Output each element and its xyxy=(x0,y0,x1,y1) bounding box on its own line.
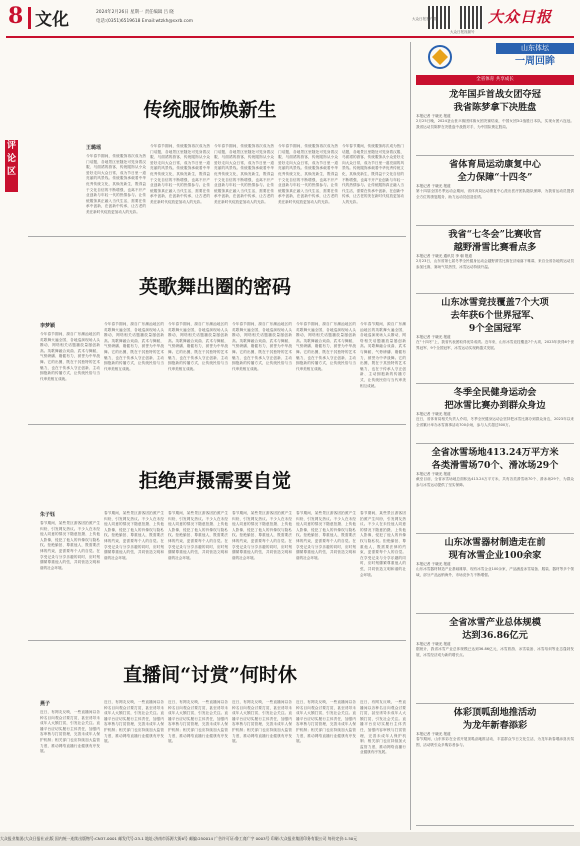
article-4-author: 燕子 xyxy=(40,701,51,707)
sports-news-body: 春节期间，山东体彩在全省开展顶呱刮地推活动，丰富群众节日文化生活，为龙年新春增添喜庆氛围，活动吸引众多购彩者参与。 xyxy=(416,737,574,747)
sports-news-title[interactable]: 山东冰雪竞技覆盖7个大项 去年获6个世界冠军、 9个全国冠军 xyxy=(441,297,549,334)
item-divider xyxy=(416,443,574,444)
sports-news-title[interactable]: 冬季全民健身运动会 把冰雪比赛办到群众身边 xyxy=(444,387,546,411)
article-3-body-col6: 春节期间，某些景区游客因拍照产生纠纷，引发网友热议。不少人在未经他人同意的情况下随意拍摄、上传他人影像，侵犯了他人的肖像权与隐私权。拒绝偷拍、尊重他人，既需要法律的约束，更需要每个人的自觉。在享受记录与分享乐趣的同时，应时刻绷紧尊重他人的弦，共同营造文明和谐的社会环境。 xyxy=(360,511,406,577)
article-2-body: 今年春节期间，源自广东潮汕地区的英歌舞火遍全国，各地巡演现场人头攒动，网络相关话题播放量屡创新高。英歌舞融合戏曲、武术与舞蹈，气势磅礴、刚健有力，被誉为中华战舞。它的出圈，既在于其独特的艺术魅力，也在于传承人守正创新、主动拥抱新的传播方式，让传统民俗与当代审美相互成就。 xyxy=(40,332,100,381)
header-rule xyxy=(6,36,574,38)
header-meta-line1: 2024年2月26日 星期一 责任编辑 吕 晓 xyxy=(96,10,174,15)
qr-code-icon[interactable] xyxy=(460,6,483,29)
sports-news-byline: 本报记者 于晓光 报道 xyxy=(416,184,451,188)
qr1-caption: 大众日报客户端 xyxy=(412,17,437,21)
article-3-body-col5: 春节期间，某些景区游客因拍照产生纠纷，引发网友热议。不少人在未经他人同意的情况下随意拍摄、上传他人影像，侵犯了他人的肖像权与隐私权。拒绝偷拍、尊重他人，既需要法律的约束，更需要每个人的自觉。在享受记录与分享乐趣的同时，应时刻绷紧尊重他人的弦，共同营造文明和谐的社会环境。 xyxy=(296,511,356,560)
article-4-body-col6: 近日，有网友反映，一些直播间以各种名目向观众讨要打赏，甚至诱导未成年人大额打赏，引发社会关注。直播平台应切实履行主体责任，加强内容审核与打赏管理，完善未成年人保护机制；相关部门也应持续加大监管力度，推动网络直播行业健康有序发展。 xyxy=(360,700,406,755)
sports-news-title[interactable]: 体彩顶呱刮地推活动 为龙年新春添彩 xyxy=(453,707,537,731)
page-header xyxy=(0,0,580,40)
sports-news-byline: 本报记者 于晓光 报道 xyxy=(416,562,451,566)
sports-news-body: 第十四届全国冬季运动会期间，省体育局运动康复中心派出医疗团队随队保障，为我省运动员提供全方位的康复服务，助力运动员创造佳绩。 xyxy=(416,189,574,199)
article-4-body-col2: 近日，有网友反映，一些直播间以各种名目向观众讨要打赏，甚至诱导未成年人大额打赏，引发社会关注。直播平台应切实履行主体责任，加强内容审核与打赏管理，完善未成年人保护机制；相关部门也应持续加大监管力度，推动网络直播行业健康有序发展。 xyxy=(104,700,164,744)
page-footer: 大众报业集团(大众日报社)出版 国内统一连续出版物号:CN37-0001 邮发代号:23-1 地址:济南市泺源大街6号 邮编:250014 广告许可证:鲁工商广字 0003号 印刷:大众报业集团印务有限公司 每份定价:1.50元 xyxy=(0,832,580,846)
article-1-body-col5: 今年春节期间，传统服饰再次成为热门话题，各地景区里随处可见身着汉服、马面裙的游客，传统服饰从小众爱好走向大众日常，成为节日里一道亮丽的风景线。传统服饰承载着中华优秀传统文化，其焕发新生，既得益于文化自信的不断增强，也离不开产业创新与年轻一代的热情参与。让传统服饰真正融入当代生活，需要在传承中创新，在创新中传承，让古老的美在新时代绽放更加动人的光彩。 xyxy=(342,144,404,204)
article-3-body: 春节期间，某些景区游客因拍照产生纠纷，引发网友热议。不少人在未经他人同意的情况下随意拍摄、上传他人影像，侵犯了他人的肖像权与隐私权。拒绝偷拍、尊重他人，既需要法律的约束，更需要每个人的自觉。在享受记录与分享乐趣的同时，应时刻绷紧尊重他人的弦，共同营造文明和谐的社会环境。 xyxy=(40,521,100,570)
section-title: 文化 xyxy=(35,10,69,30)
sports-news-byline: 本报记者 于晓光 报道 xyxy=(416,472,451,476)
item-divider xyxy=(416,613,574,614)
article-1-body-col2: 今年春节期间，传统服饰再次成为热门话题，各地景区里随处可见身着汉服、马面裙的游客，传统服饰从小众爱好走向大众日常，成为节日里一道亮丽的风景线。传统服饰承载着中华优秀传统文化，其焕发新生，既得益于文化自信的不断增强，也离不开产业创新与年轻一代的热情参与。让传统服饰真正融入当代生活，需要在传承中创新，在创新中传承，让古老的美在新时代绽放更加动人的光彩。 xyxy=(150,144,210,204)
sports-news-byline: 本报记者 于晓光 报道 xyxy=(416,114,451,118)
sports-news-item[interactable] xyxy=(416,158,574,226)
sports-news-byline: 本报记者 于晓光 通讯员 李 朝 报道 xyxy=(416,254,473,258)
sports-news-title[interactable]: 龙年国乒首战女团夺冠 我省陈梦拿下决胜盘 xyxy=(449,89,541,113)
sports-news-body: 山东冰雪器材制造产业基础雄厚，现有冰雪企业100余家，产品涵盖冰雪装备、服装、器材等多个领域，部分产品远销海外，市场竞争力不断增强。 xyxy=(416,567,574,577)
sports-badge xyxy=(416,42,574,72)
page-number-bar xyxy=(28,7,31,29)
item-divider xyxy=(416,383,574,384)
sports-news-title[interactable]: 全省冰雪产业总体规模 达到36.86亿元 xyxy=(449,617,541,641)
item-divider xyxy=(416,533,574,534)
article-1-body-col3: 今年春节期间，传统服饰再次成为热门话题，各地景区里随处可见身着汉服、马面裙的游客，传统服饰从小众爱好走向大众日常，成为节日里一道亮丽的风景线。传统服饰承载着中华优秀传统文化，其焕发新生，既得益于文化自信的不断增强，也离不开产业创新与年轻一代的热情参与。让传统服饰真正融入当代生活，需要在传承中创新，在创新中传承，让古老的美在新时代绽放更加动人的光彩。 xyxy=(214,144,274,204)
item-divider xyxy=(416,825,574,826)
sports-news-byline: 本报记者 于晓光 报道 xyxy=(416,642,451,646)
article-4-body-col4: 近日，有网友反映，一些直播间以各种名目向观众讨要打赏，甚至诱导未成年人大额打赏，引发社会关注。直播平台应切实履行主体责任，加强内容审核与打赏管理，完善未成年人保护机制；相关部门也应持续加大监管力度，推动网络直播行业健康有序发展。 xyxy=(232,700,292,744)
article-2-body-col6: 今年春节期间，源自广东潮汕地区的英歌舞火遍全国，各地巡演现场人头攒动，网络相关话题播放量屡创新高。英歌舞融合戏曲、武术与舞蹈，气势磅礴、刚健有力，被誉为中华战舞。它的出圈，既在于其独特的艺术魅力，也在于传承人守正创新、主动拥抱新的传播方式，让传统民俗与当代审美相互成就。 xyxy=(360,322,406,388)
sports-news-item[interactable] xyxy=(416,228,574,294)
badge-caption: 全省体育 共享成长 xyxy=(416,75,574,85)
sports-news-title[interactable]: 我省“七冬会”比赛收官 越野滑雪比赛看点多 xyxy=(448,229,542,253)
article-divider xyxy=(28,236,406,237)
sports-news-body: 2月23日，山东省第七届冬季全民健身运动会越野滑雪比赛在济南落下帷幕，来自全省各地的运动员参加比赛，赛场气氛热烈，冰雪运动持续升温。 xyxy=(416,259,574,269)
sports-news-title[interactable]: 全省冰雪场地413.24万平方米 各类滑雪场70个、滑冰场29个 xyxy=(431,447,559,471)
page-number: 8 xyxy=(8,3,24,29)
sports-news-item[interactable] xyxy=(416,88,574,156)
sports-news-body: 据统计，我省冰雪产业总体规模已达到36.86亿元，冰雪旅游、冰雪装备、冰雪培训等业态蓬勃发展，冰雪经济成为新的增长点。 xyxy=(416,647,574,657)
side-tab: 评论区 xyxy=(5,140,18,192)
article-1-body: 今年春节期间，传统服饰再次成为热门话题，各地景区里随处可见身着汉服、马面裙的游客，传统服饰从小众爱好走向大众日常，成为节日里一道亮丽的风景线。传统服饰承载着中华优秀传统文化，其焕发新生，既得益于文化自信的不断增强，也离不开产业创新与年轻一代的热情参与。让传统服饰真正融入当代生活，需要在传承中创新，在创新中传承，让古老的美在新时代绽放更加动人的光彩。 xyxy=(86,154,146,214)
badge-line2: 一周回眸 xyxy=(515,56,555,67)
article-3-author: 朱子钰 xyxy=(40,512,56,518)
article-1-title[interactable]: 传统服饰焕新生 xyxy=(143,99,277,121)
sports-news-byline: 本报记者 于晓光 报道 xyxy=(416,732,451,736)
sports-news-body: 2月25日晚，2024釜山世乒赛团体赛女团决赛结束，中国女团3:2战胜日本队，实现女团六连冠。我省运动员陈梦在决胜盘中战胜对手，为中国队锁定胜局。 xyxy=(416,119,574,129)
article-1-body-col4: 今年春节期间，传统服饰再次成为热门话题，各地景区里随处可见身着汉服、马面裙的游客，传统服饰从小众爱好走向大众日常，成为节日里一道亮丽的风景线。传统服饰承载着中华优秀传统文化，其焕发新生，既得益于文化自信的不断增强，也离不开产业创新与年轻一代的热情参与。让传统服饰真正融入当代生活，需要在传承中创新，在创新中传承，让古老的美在新时代绽放更加动人的光彩。 xyxy=(278,144,338,204)
item-divider xyxy=(416,293,574,294)
sports-news-byline: 本报记者 于晓光 报道 xyxy=(416,412,451,416)
item-divider xyxy=(416,225,574,226)
sports-news-item[interactable] xyxy=(416,296,574,384)
sports-news-item[interactable] xyxy=(416,386,574,444)
column-divider xyxy=(410,42,411,830)
sports-news-body: 在“十四冬”上，我省代表团取得优异成绩。近年来，山东冰雪竞技覆盖7个大项，2023年获得6个世界冠军、9个全国冠军，冰雪运动实现跨越式发展。 xyxy=(416,340,574,350)
article-4-body-col5: 近日，有网友反映，一些直播间以各种名目向观众讨要打赏，甚至诱导未成年人大额打赏，引发社会关注。直播平台应切实履行主体责任，加强内容审核与打赏管理，完善未成年人保护机制；相关部门也应持续加大监管力度，推动网络直播行业健康有序发展。 xyxy=(296,700,356,744)
article-2-title[interactable]: 英歌舞出圈的密码 xyxy=(138,276,291,298)
item-divider xyxy=(416,703,574,704)
article-3-title[interactable]: 拒绝声摄需要自觉 xyxy=(138,470,291,492)
item-divider xyxy=(416,155,574,156)
article-3-body-col4: 春节期间，某些景区游客因拍照产生纠纷，引发网友热议。不少人在未经他人同意的情况下随意拍摄、上传他人影像，侵犯了他人的肖像权与隐私权。拒绝偷拍、尊重他人，既需要法律的约束，更需要每个人的自觉。在享受记录与分享乐趣的同时，应时刻绷紧尊重他人的弦，共同营造文明和谐的社会环境。 xyxy=(232,511,292,560)
sports-news-title[interactable]: 山东冰雪器材制造走在前 现有冰雪企业100余家 xyxy=(444,537,546,561)
sports-news-item[interactable] xyxy=(416,536,574,614)
article-2-body-col2: 今年春节期间，源自广东潮汕地区的英歌舞火遍全国，各地巡演现场人头攒动，网络相关话题播放量屡创新高。英歌舞融合戏曲、武术与舞蹈，气势磅礴、刚健有力，被誉为中华战舞。它的出圈，既在于其独特的艺术魅力，也在于传承人守正创新、主动拥抱新的传播方式，让传统民俗与当代审美相互成就。 xyxy=(104,322,164,371)
sports-news-item[interactable] xyxy=(416,616,574,704)
badge-line1: 山东体坛 xyxy=(496,43,574,54)
article-4-body: 近日，有网友反映，一些直播间以各种名目向观众讨要打赏，甚至诱导未成年人大额打赏，引发社会关注。直播平台应切实履行主体责任，加强内容审核与打赏管理，完善未成年人保护机制；相关部门也应持续加大监管力度，推动网络直播行业健康有序发展。 xyxy=(40,710,100,754)
article-4-title[interactable]: 直播间“讨赏”何时休 xyxy=(123,664,297,686)
article-2-body-col4: 今年春节期间，源自广东潮汕地区的英歌舞火遍全国，各地巡演现场人头攒动，网络相关话题播放量屡创新高。英歌舞融合戏曲、武术与舞蹈，气势磅礴、刚健有力，被誉为中华战舞。它的出圈，既在于其独特的艺术魅力，也在于传承人守正创新、主动拥抱新的传播方式，让传统民俗与当代审美相互成就。 xyxy=(232,322,292,371)
article-2-author: 李梦颖 xyxy=(40,323,56,329)
qr2-caption: 大众日报视频号 xyxy=(450,30,475,34)
article-divider xyxy=(28,640,406,641)
article-4-body-col3: 近日，有网友反映，一些直播间以各种名目向观众讨要打赏，甚至诱导未成年人大额打赏，引发社会关注。直播平台应切实履行主体责任，加强内容审核与打赏管理，完善未成年人保护机制；相关部门也应持续加大监管力度，推动网络直播行业健康有序发展。 xyxy=(168,700,228,744)
sports-news-item[interactable] xyxy=(416,706,574,826)
sports-news-item[interactable] xyxy=(416,446,574,534)
sports-news-title[interactable]: 省体育局运动康复中心 全力保障“十四冬” xyxy=(449,159,541,183)
logo-icon xyxy=(420,44,460,70)
sports-news-byline: 本报记者 于晓光 报道 xyxy=(416,335,451,339)
header-meta-line2: 电话:(0351)6519618 Email:wtzkh@sxrb.com xyxy=(96,19,194,24)
article-3-body-col3: 春节期间，某些景区游客因拍照产生纠纷，引发网友热议。不少人在未经他人同意的情况下随意拍摄、上传他人影像，侵犯了他人的肖像权与隐私权。拒绝偷拍、尊重他人，既需要法律的约束，更需要每个人的自觉。在享受记录与分享乐趣的同时，应时刻绷紧尊重他人的弦，共同营造文明和谐的社会环境。 xyxy=(168,511,228,560)
masthead-logo: 大众日报 xyxy=(488,8,553,26)
article-2-body-col3: 今年春节期间，源自广东潮汕地区的英歌舞火遍全国，各地巡演现场人头攒动，网络相关话题播放量屡创新高。英歌舞融合戏曲、武术与舞蹈，气势磅礴、刚健有力，被誉为中华战舞。它的出圈，既在于其独特的艺术魅力，也在于传承人守正创新、主动拥抱新的传播方式，让传统民俗与当代审美相互成就。 xyxy=(168,322,228,371)
article-3-body-col2: 春节期间，某些景区游客因拍照产生纠纷，引发网友热议。不少人在未经他人同意的情况下随意拍摄、上传他人影像，侵犯了他人的肖像权与隐私权。拒绝偷拍、尊重他人，既需要法律的约束，更需要每个人的自觉。在享受记录与分享乐趣的同时，应时刻绷紧尊重他人的弦，共同营造文明和谐的社会环境。 xyxy=(104,511,164,560)
sports-news-body: 近日，省体育局相关负责人介绍，冬季全民健身运动会坚持把冰雪比赛办到群众身边，2023年以来全省累计举办冰雪赛事活动700余场，参与人次超过500万。 xyxy=(416,417,574,427)
article-1-author: 王璐瑶 xyxy=(86,145,102,151)
sports-news-body: 截至目前，全省冰雪场地总面积达413.24万平方米，共有各类滑雪场70个、滑冰场29个，为群众参与冰雪运动提供了坚实保障。 xyxy=(416,477,574,487)
article-2-body-col5: 今年春节期间，源自广东潮汕地区的英歌舞火遍全国，各地巡演现场人头攒动，网络相关话题播放量屡创新高。英歌舞融合戏曲、武术与舞蹈，气势磅礴、刚健有力，被誉为中华战舞。它的出圈，既在于其独特的艺术魅力，也在于传承人守正创新、主动拥抱新的传播方式，让传统民俗与当代审美相互成就。 xyxy=(296,322,356,371)
article-divider xyxy=(28,424,406,425)
